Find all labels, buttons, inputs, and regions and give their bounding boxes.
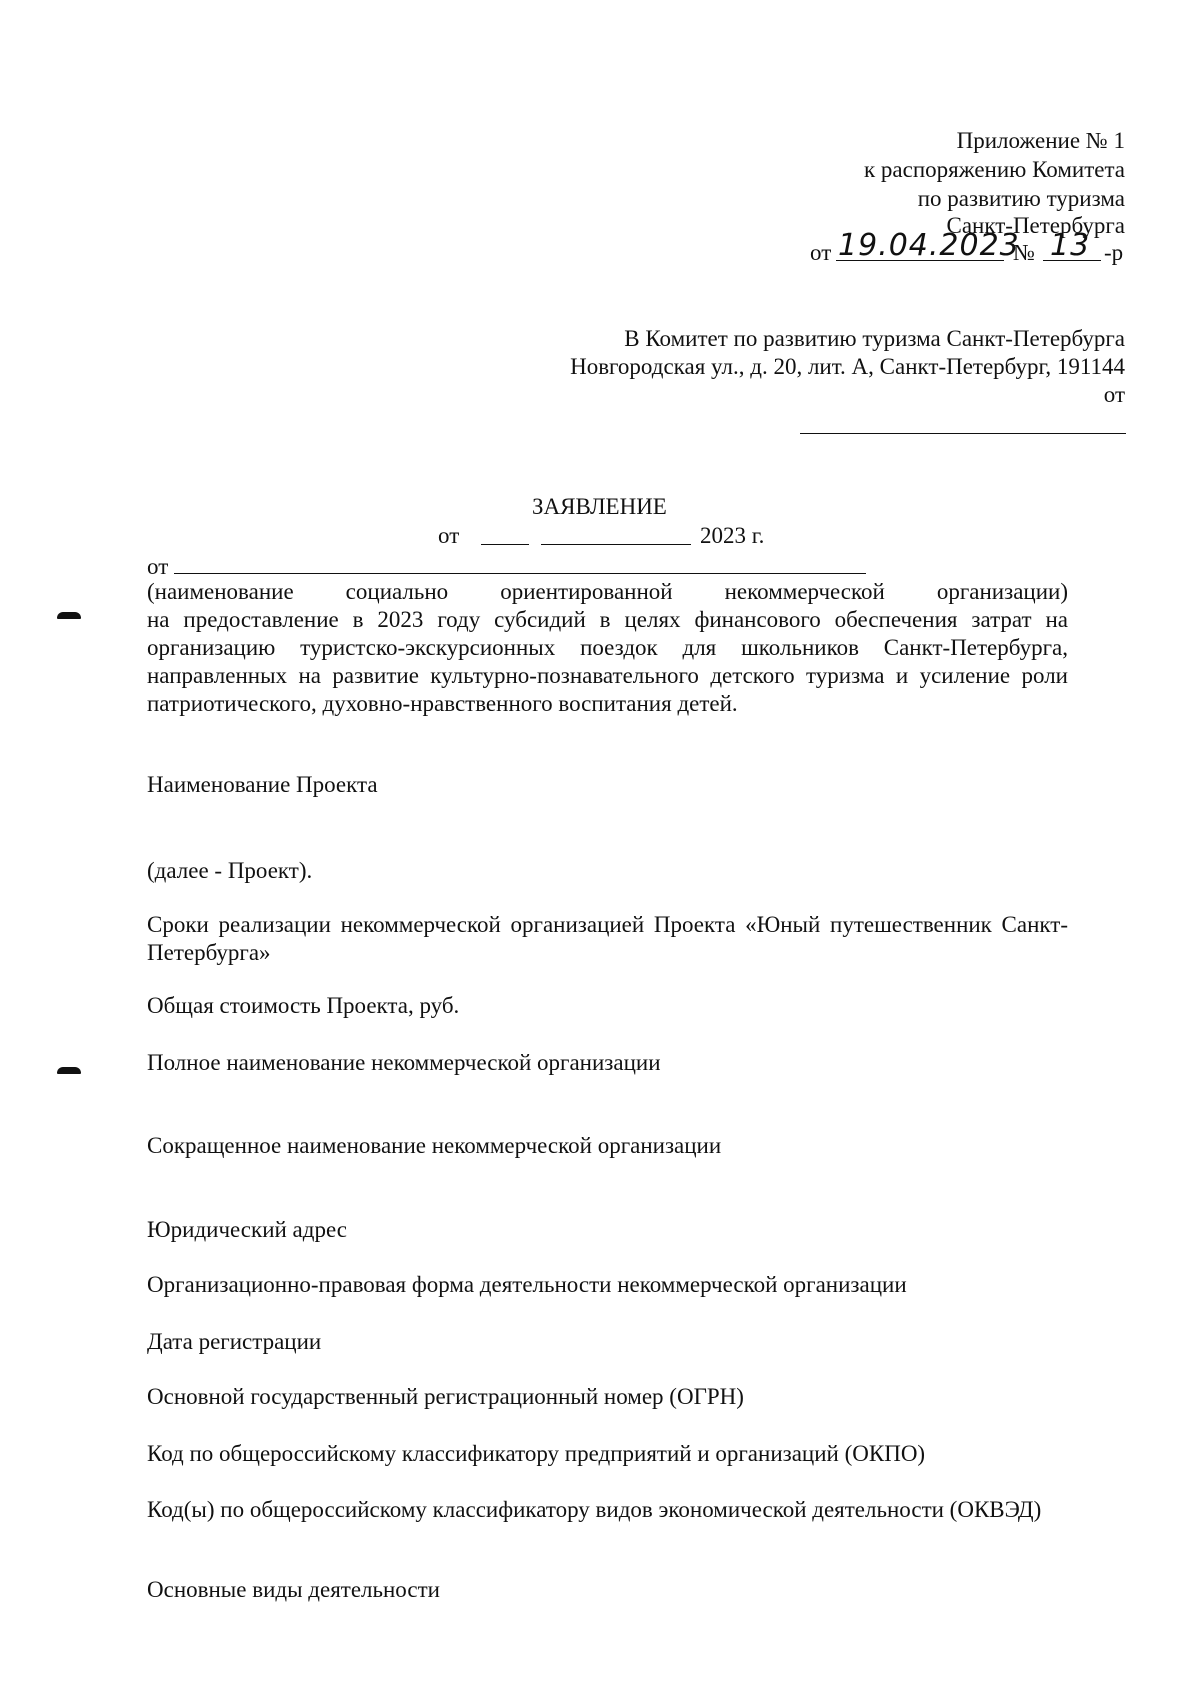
- title-month-underline: [541, 544, 691, 545]
- applicant-caption: (наименование социально ориентированной некоммерческой организации): [147, 579, 1068, 604]
- annex-number-handwritten: 13: [1050, 228, 1091, 263]
- annex-line-3: по развитию туризма: [917, 186, 1125, 211]
- field-okved: Код(ы) по общероссийскому классификатору видов экономической деятельности (ОКВЭД): [147, 1497, 1042, 1522]
- field-ogrn: Основной государственный регистрационный номер (ОГРН): [147, 1384, 744, 1409]
- addressee-line-1: В Комитет по развитию туризма Санкт-Петербурга: [624, 326, 1125, 351]
- field-total-cost: Общая стоимость Проекта, руб.: [147, 993, 460, 1018]
- annex-number-prefix: №: [1013, 240, 1035, 265]
- field-project-name: Наименование Проекта: [147, 772, 378, 797]
- addressee-line-2: Новгородская ул., д. 20, лит. А, Санкт-Петербург, 191144: [570, 354, 1125, 379]
- annex-line-1: Приложение № 1: [956, 128, 1125, 153]
- hole-punch-mark: [57, 612, 81, 619]
- title-year: 2023 г.: [700, 523, 765, 548]
- annex-date-underline: [836, 260, 1004, 261]
- annex-date-prefix: от: [810, 240, 832, 265]
- applicant-name-underline: [174, 573, 866, 574]
- field-registration-date: Дата регистрации: [147, 1329, 322, 1354]
- field-okpo: Код по общероссийскому классификатору предприятий и организаций (ОКПО): [147, 1441, 926, 1466]
- field-legal-address: Юридический адрес: [147, 1217, 347, 1242]
- field-legal-form: Организационно-правовая форма деятельности некоммерческой организации: [147, 1272, 907, 1297]
- annex-date-handwritten: 19.04.2023: [838, 228, 1020, 263]
- title-day-underline: [481, 544, 529, 545]
- annex-number-underline: [1043, 260, 1101, 261]
- annex-line-2: к распоряжению Комитета: [864, 157, 1125, 182]
- addressee-from-underline: [800, 433, 1126, 434]
- hole-punch-mark: [57, 1067, 81, 1074]
- title-date-prefix: от: [438, 523, 460, 548]
- field-full-name: Полное наименование некоммерческой организации: [147, 1050, 661, 1075]
- field-hereinafter: (далее - Проект).: [147, 858, 313, 883]
- addressee-from-label: от: [1103, 382, 1125, 407]
- document-title: ЗАЯВЛЕНИЕ: [532, 494, 667, 519]
- annex-line-4: Санкт-Петербурга: [946, 213, 1125, 238]
- application-purpose-paragraph: на предоставление в 2023 году субсидий в целях финансового обеспечения затрат на организацию туристско-экскурсионных поездок для школьников Санкт-Петербурга, направленных на развитие культурно-познавательного детского туризма и усиление роли патриотического, духовно-нравственного воспитания детей.: [147, 607, 1068, 716]
- applicant-from-label: от: [147, 554, 169, 579]
- annex-number-suffix: -р: [1104, 240, 1124, 265]
- field-implementation-terms: Сроки реализации некоммерческой организацией Проекта «Юный путешественник Санкт-Петербурга»: [147, 912, 1068, 965]
- field-short-name: Сокращенное наименование некоммерческой организации: [147, 1133, 722, 1158]
- field-main-activities: Основные виды деятельности: [147, 1577, 440, 1602]
